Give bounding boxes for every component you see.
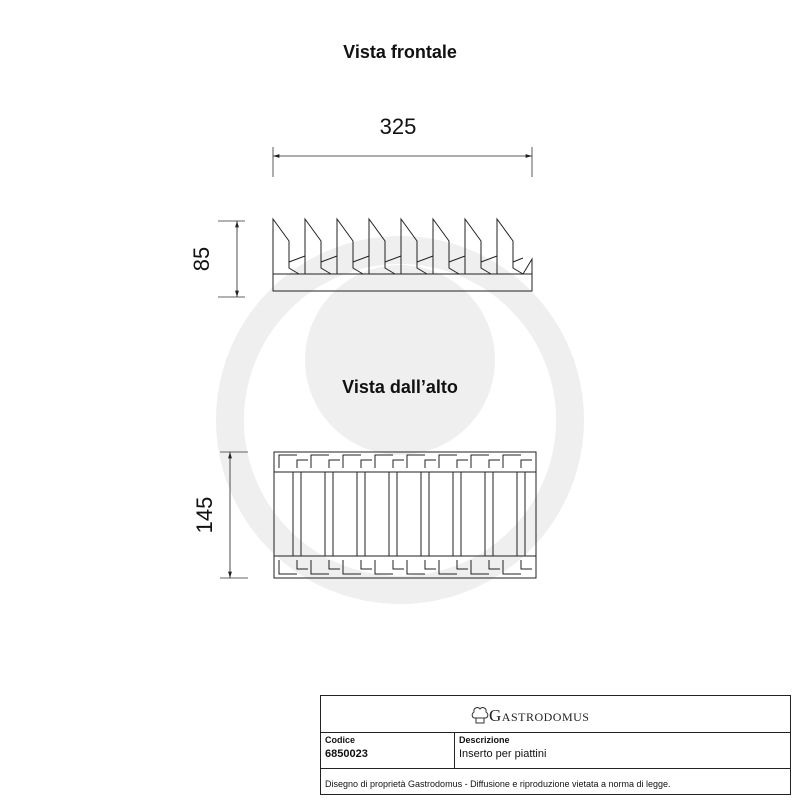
brand-logo: [471, 704, 589, 726]
description-value: Inserto per piattini: [459, 748, 547, 760]
code-label: Codice: [325, 735, 356, 745]
brand-name: Gastrodomus: [489, 706, 590, 725]
front-height-dimension: [189, 221, 245, 297]
top-view-title: Vista dall’alto: [342, 377, 458, 397]
front-view-rack: [273, 219, 532, 291]
top-depth-dimension: [192, 452, 248, 578]
description-label: Descrizione: [459, 735, 510, 745]
code-value: 6850023: [325, 748, 368, 760]
front-view-title: Vista frontale: [343, 42, 457, 62]
top-view-rack: [274, 452, 536, 578]
front-height-label: 85: [189, 246, 214, 272]
top-depth-label: 145: [192, 496, 217, 534]
ownership-notice: Disegno di proprietà Gastrodomus - Diffusione e riproduzione vietata a norma di legge.: [325, 779, 671, 789]
front-width-label: 325: [379, 114, 417, 139]
front-width-dimension: [273, 114, 532, 177]
title-block-logo-row: [321, 696, 790, 733]
code-cell: [321, 733, 455, 768]
chef-hat-icon: [471, 704, 489, 726]
title-block-fields: [321, 733, 790, 769]
description-cell: [455, 733, 790, 768]
title-block: [320, 695, 791, 795]
